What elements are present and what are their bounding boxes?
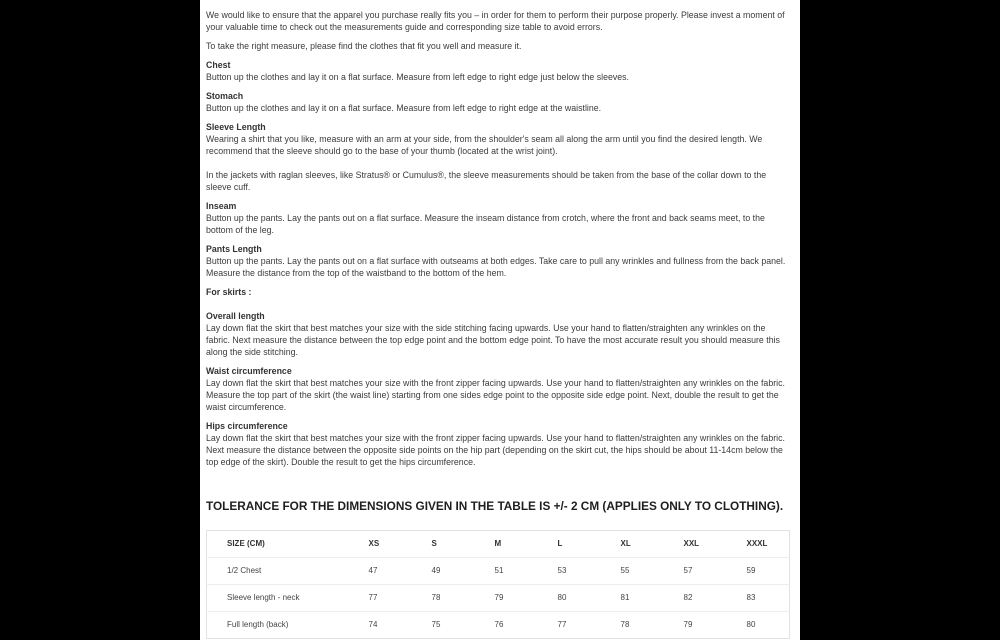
section-sleeve-length bbox=[206, 121, 790, 193]
table-cell: 79 bbox=[683, 620, 693, 629]
size-table-row bbox=[207, 612, 790, 639]
table-cell: 74 bbox=[368, 620, 378, 629]
section-heading: Waist circumference bbox=[206, 366, 292, 376]
table-header-cell: M bbox=[475, 531, 538, 558]
section-inseam bbox=[206, 200, 790, 236]
table-cell: 55 bbox=[601, 558, 664, 585]
table-cell: 53 bbox=[538, 558, 601, 585]
size-table-row bbox=[207, 558, 790, 585]
section-paragraph: Wearing a shirt that you like, measure with an arm at your side, from the shoulder's seam all along the arm until you find the desired length. We recommend that the sleeve should go to the base of your thumb (located at the wrist joint). bbox=[206, 134, 763, 156]
table-cell: 51 bbox=[475, 558, 538, 585]
table-cell: 59 bbox=[727, 558, 790, 585]
table-cell: 76 bbox=[494, 620, 504, 629]
table-cell: 49 bbox=[412, 558, 475, 585]
table-cell: 79 bbox=[475, 585, 538, 612]
section-heading: Pants Length bbox=[206, 244, 262, 254]
section-for-skirts bbox=[206, 286, 790, 298]
section-waist-circumference bbox=[206, 365, 790, 413]
table-header-cell: L bbox=[538, 531, 601, 558]
section-chest bbox=[206, 59, 790, 83]
intro-paragraph: We would like to ensure that the apparel you purchase really fits you – in order for them to perform their purpose properly. Please invest a moment of your valuable time to check out the measurements guide and corresponding size table to avoid errors. bbox=[206, 10, 785, 32]
table-header-cell: XXL bbox=[664, 531, 727, 558]
section-heading: For skirts : bbox=[206, 287, 252, 297]
table-cell: 81 bbox=[601, 585, 664, 612]
section-paragraph: Button up the pants. Lay the pants out on a flat surface. Measure the inseam distance from crotch, where the front and back seams meet, to the bottom of the leg. bbox=[206, 213, 765, 235]
table-cell: 75 bbox=[431, 620, 441, 629]
table-cell: 78 bbox=[412, 585, 475, 612]
section-overall-length bbox=[206, 310, 790, 358]
section-hips-circumference bbox=[206, 420, 790, 468]
section-heading: Hips circumference bbox=[206, 421, 288, 431]
section-paragraph: Lay down flat the skirt that best matches your size with the front zipper facing upwards. Use your hand to flatten/straighten any wrinkles on the fabric. Next measure the distance between the opposite side points on the hip part (depending on the skirt cut, the hips should be about 11-14cm below the top edge of the skirt). Double the result to get the hips circumference. bbox=[206, 433, 785, 467]
section-paragraph: In the jackets with raglan sleeves, like Stratus® or Cumulus®, the sleeve measurements should be taken from the base of the collar down to the sleeve cuff. bbox=[206, 170, 767, 192]
table-cell: 57 bbox=[664, 558, 727, 585]
table-cell: 80 bbox=[746, 620, 756, 629]
section-paragraph: Button up the pants. Lay the pants out on a flat surface with outseams at both edges. Take care to pull any wrinkles and fullness from the back panel. Measure the distance from the top of the waistband to the bottom of the hem. bbox=[206, 256, 786, 278]
table-cell: 78 bbox=[620, 620, 630, 629]
section-heading: Chest bbox=[206, 60, 231, 70]
section-paragraph: Lay down flat the skirt that best matches your size with the side stitching facing upwards. Use your hand to flatten/straighten any wrinkles on the fabric. Next measure the distance between the top edge point and the bottom edge point. To have the most accurate result you should measure this along the side stitching. bbox=[206, 323, 780, 357]
section-heading: Overall length bbox=[206, 311, 265, 321]
table-cell: 80 bbox=[538, 585, 601, 612]
section-paragraph: Button up the clothes and lay it on a flat surface. Measure from left edge to right edge just below the sleeves. bbox=[206, 72, 629, 82]
table-row-label: Sleeve length - neck bbox=[207, 585, 349, 612]
measurement-guide-page bbox=[200, 0, 800, 640]
size-table-header-row bbox=[207, 531, 790, 558]
section-heading: Stomach bbox=[206, 91, 244, 101]
table-header-cell: S bbox=[412, 531, 475, 558]
table-header-cell: XL bbox=[601, 531, 664, 558]
tolerance-heading: TOLERANCE FOR THE DIMENSIONS GIVEN IN THE TABLE IS +/- 2 CM (APPLIES ONLY TO CLOTHING). bbox=[206, 499, 784, 513]
table-header-cell: XXXL bbox=[727, 531, 790, 558]
table-cell: 83 bbox=[727, 585, 790, 612]
table-header-cell: SIZE (CM) bbox=[207, 531, 349, 558]
section-pants-length bbox=[206, 243, 790, 279]
section-paragraph: Button up the clothes and lay it on a flat surface. Measure from left edge to right edge at the waistline. bbox=[206, 103, 602, 113]
table-cell: 82 bbox=[664, 585, 727, 612]
table-cell: 77 bbox=[557, 620, 567, 629]
table-cell: 47 bbox=[349, 558, 412, 585]
section-heading: Inseam bbox=[206, 201, 237, 211]
section-stomach bbox=[206, 90, 790, 114]
section-paragraph: Lay down flat the skirt that best matches your size with the front zipper facing upwards. Use your hand to flatten/straighten any wrinkles on the fabric. Measure the top part of the skirt (the waist line) starting from one sides edge point to the opposite side edge point. Next, double the result to get the waist circumference. bbox=[206, 378, 785, 412]
size-table-row bbox=[207, 585, 790, 612]
section-heading: Sleeve Length bbox=[206, 122, 266, 132]
size-table bbox=[206, 530, 790, 639]
intro-paragraph: To take the right measure, please find the clothes that fit you well and measure it. bbox=[206, 41, 522, 51]
table-cell: 77 bbox=[349, 585, 412, 612]
table-row-label: 1/2 Chest bbox=[207, 558, 349, 585]
table-row-label: Full length (back) bbox=[227, 620, 289, 629]
table-header-cell: XS bbox=[349, 531, 412, 558]
